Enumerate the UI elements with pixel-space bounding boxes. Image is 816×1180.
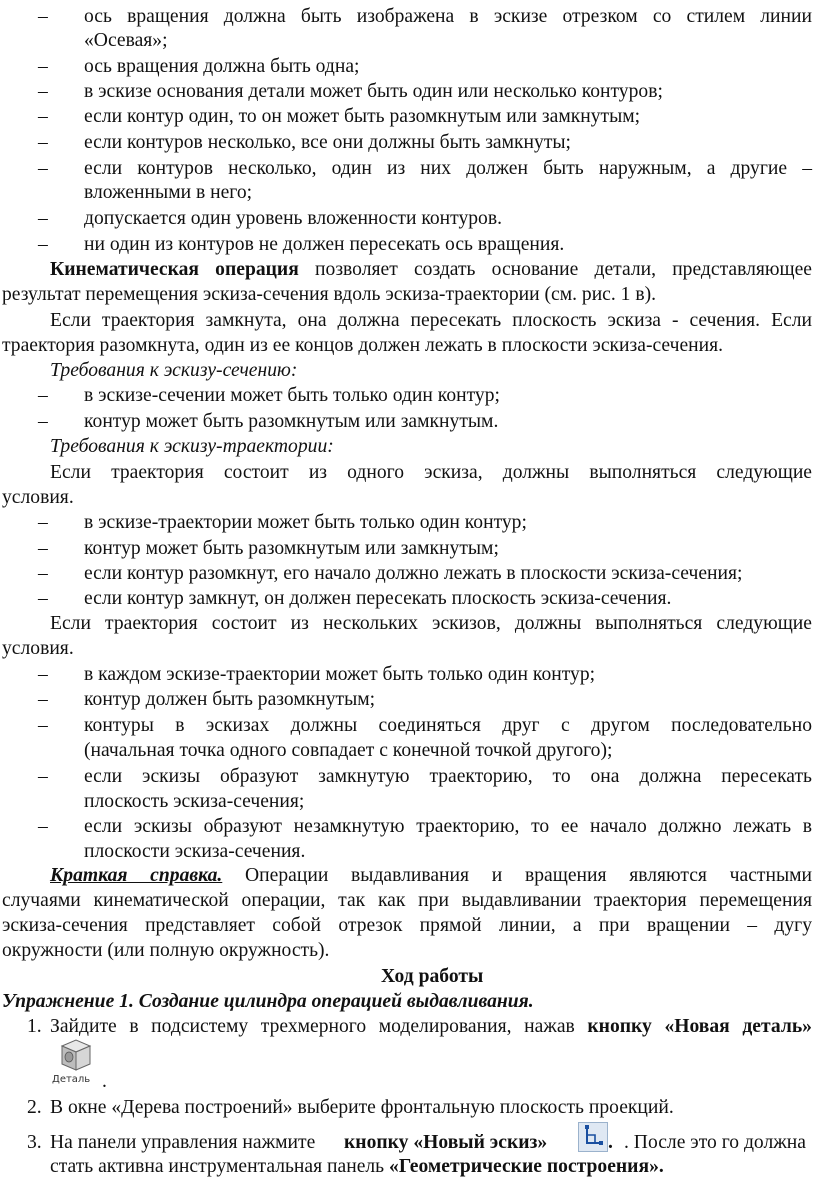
list-item-cont: вложенными в него; xyxy=(84,182,253,203)
new-part-icon xyxy=(52,1036,98,1074)
list-item-cont: плоскости эскиза-сечения. xyxy=(84,841,306,862)
dash: – xyxy=(38,512,48,533)
step-3-text: На панели управления нажмите xyxy=(50,1132,316,1153)
dash: – xyxy=(38,132,48,153)
list-item: если контур замкнут, он должен пересекать плоскость эскиза-сечения. xyxy=(84,588,672,609)
dash: – xyxy=(38,715,48,736)
step-dot: . xyxy=(608,1132,613,1153)
trajectory-paragraph-line2: траектория разомкнута, один из ее концов должен лежать в плоскости эскиза-сечения. xyxy=(2,335,724,356)
dash: – xyxy=(38,411,48,432)
list-item-cont: плоскость эскиза-сечения; xyxy=(84,791,305,812)
list-item: если контуров несколько, один из них должен быть наружным, а другие – xyxy=(84,158,812,179)
list-item: ось вращения должна быть изображена в эскизе отрезком со стилем линии xyxy=(84,6,812,27)
section-heading: Требования к эскизу-траектории: xyxy=(50,436,334,457)
step-3-after: . После это го должна xyxy=(624,1132,806,1153)
dash: – xyxy=(38,208,48,229)
step-text: стать активна инструментальная панель xyxy=(50,1156,385,1177)
list-item: в эскизе-сечении может быть только один контур; xyxy=(84,385,500,406)
list-item: допускается один уровень вложенности контуров. xyxy=(84,208,502,229)
step-number: 2. xyxy=(27,1097,42,1118)
list-item: если контур разомкнут, его начало должно лежать в плоскости эскиза-сечения; xyxy=(84,563,743,584)
dash: – xyxy=(38,106,48,127)
list-item: контур должен быть разомкнутым; xyxy=(84,689,376,710)
trajectory-paragraph-line1: Если траектория замкнута, она должна пересекать плоскость эскиза - сечения. Если xyxy=(50,310,812,331)
step-text: Зайдите в подсистему трехмерного моделирования, нажав xyxy=(50,1016,575,1037)
list-item: ось вращения должна быть одна; xyxy=(84,56,360,77)
exercise-title: Упражнение 1. Создание цилиндра операцией выдавливания. xyxy=(2,991,534,1012)
kinematic-paragraph-line2: результат перемещения эскиза-сечения вдоль эскиза-траектории (см. рис. 1 в). xyxy=(2,284,657,305)
brief-line3: эскиза-сечения представляет собой отрезок прямой линии, а при вращении – дугу xyxy=(2,915,812,936)
list-item: контур может быть разомкнутым или замкнутым. xyxy=(84,411,499,432)
list-item: контур может быть разомкнутым или замкнутым; xyxy=(84,538,499,559)
list-item: контуры в эскизах должны соединяться друг с другом последовательно xyxy=(84,715,812,736)
step-number: 3. xyxy=(27,1132,42,1153)
list-item: в эскизе основания детали может быть один или несколько контуров; xyxy=(84,81,663,102)
dash: – xyxy=(38,664,48,685)
dash: – xyxy=(38,385,48,406)
brief-label: Краткая справка. xyxy=(50,865,223,886)
dash: – xyxy=(38,689,48,710)
step-number: 1. xyxy=(27,1016,42,1037)
dash: – xyxy=(38,6,48,27)
list-item: если контур один, то он может быть разомкнутым или замкнутым; xyxy=(84,106,641,127)
paragraph-text: Операции выдавливания и вращения являются частными xyxy=(245,865,812,886)
list-item: если эскизы образуют замкнутую траекторию, то она должна пересекать xyxy=(84,766,812,787)
dash: – xyxy=(38,81,48,102)
section-heading: Требования к эскизу-сечению: xyxy=(50,360,298,381)
dash: – xyxy=(38,56,48,77)
many-sketch-line1: Если траектория состоит из нескольких эскизов, должны выполняться следующие xyxy=(50,613,812,634)
brief-line1 xyxy=(50,864,812,888)
work-title: Ход работы xyxy=(381,966,484,987)
list-item-cont: (начальная точка одного совпадает с конечной точкой другого); xyxy=(84,740,613,761)
step-1-line xyxy=(50,1015,812,1039)
one-sketch-line1: Если траектория состоит из одного эскиза, должны выполняться следующие xyxy=(50,462,812,483)
step-button-ref: кнопку «Новый эскиз» xyxy=(344,1132,548,1153)
many-sketch-line2: условия. xyxy=(2,638,74,659)
dash: – xyxy=(38,538,48,559)
new-sketch-icon xyxy=(579,1123,607,1151)
kinematic-paragraph-line1 xyxy=(50,258,812,282)
list-item-cont: «Осевая»; xyxy=(84,30,168,51)
list-item: в эскизе-траектории может быть только один контур; xyxy=(84,512,527,533)
step-end: . xyxy=(102,1071,107,1092)
list-item: если эскизы образуют незамкнутую траекторию, то ее начало должно лежать в xyxy=(84,816,812,837)
dash: – xyxy=(38,563,48,584)
dash: – xyxy=(38,234,48,255)
brief-line2: случаями кинематической операции, так как при выдавливании траектория перемещения xyxy=(2,890,812,911)
step-3-line2 xyxy=(50,1155,664,1179)
one-sketch-line2: условия. xyxy=(2,487,74,508)
list-item: если контуров несколько, все они должны быть замкнуты; xyxy=(84,132,572,153)
paragraph-text: позволяет создать основание детали, представляющее xyxy=(315,259,812,280)
dash: – xyxy=(38,816,48,837)
list-item: в каждом эскизе-траектории может быть только один контур; xyxy=(84,664,596,685)
dash: – xyxy=(38,158,48,179)
term-bold: Кинематическая операция xyxy=(50,259,299,280)
new-part-icon-label: Деталь xyxy=(52,1074,91,1085)
dash: – xyxy=(38,766,48,787)
panel-ref: «Геометрические построения». xyxy=(389,1156,664,1177)
dash: – xyxy=(38,588,48,609)
new-part-button[interactable] xyxy=(52,1036,98,1088)
list-item: ни один из контуров не должен пересекать ось вращения. xyxy=(84,234,565,255)
brief-line4: окружности (или полную окружность). xyxy=(2,940,330,961)
step-button-ref: кнопку «Новая деталь» xyxy=(587,1016,812,1037)
step-2-text: В окне «Дерева построений» выберите фронтальную плоскость проекций. xyxy=(50,1097,674,1118)
new-sketch-button[interactable] xyxy=(578,1122,608,1152)
